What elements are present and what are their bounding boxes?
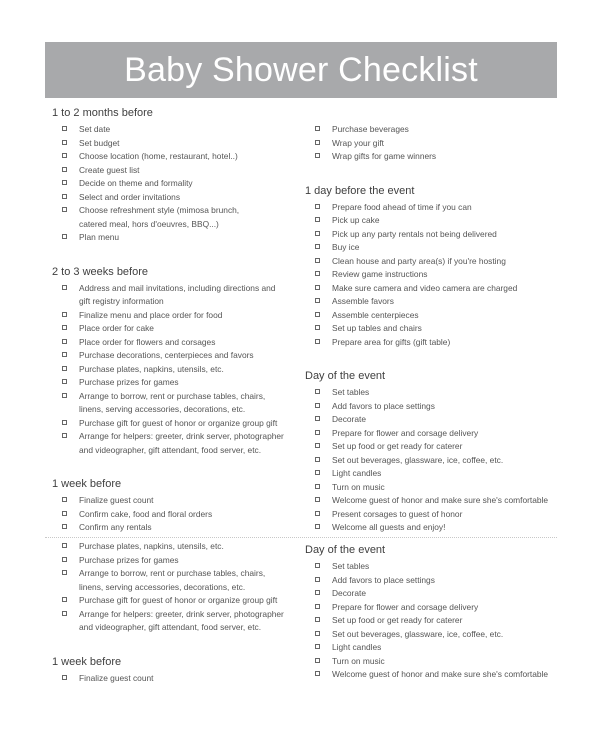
checklist-item-label: Prepare area for gifts (gift table) — [332, 336, 451, 347]
checklist-item-label: Finalize guest count — [79, 495, 154, 505]
checklist-item-label: Arrange to borrow, rent or purchase tables, chairs, — [79, 390, 266, 401]
checkbox-icon[interactable] — [315, 430, 320, 435]
checklist-item-label: Welcome guest of honor and make sure she's comfortable — [332, 669, 549, 679]
checklist-item — [305, 309, 560, 323]
checklist-item-label: Set date — [79, 124, 111, 134]
checkbox-icon[interactable] — [315, 524, 320, 529]
checklist-item-label: Arrange to borrow, rent or purchase tables, chairs, — [79, 568, 266, 578]
checkbox-icon[interactable] — [315, 244, 320, 249]
checklist-item — [52, 376, 292, 390]
checklist — [52, 123, 292, 245]
checklist-item — [52, 403, 292, 417]
section-heading: 1 week before — [52, 478, 122, 490]
checklist-item — [305, 322, 560, 336]
title-banner — [45, 42, 557, 98]
checklist-item-label: Present corsages to guest of honor — [332, 508, 463, 519]
left-column-bottom — [52, 540, 292, 685]
checklist-item-label: Set budget — [79, 137, 120, 148]
checklist-item-label: gift registry information — [79, 296, 164, 306]
checkbox-icon[interactable] — [315, 204, 320, 209]
checklist-item-label: linens, serving accessories, decorations, etc. — [79, 581, 246, 592]
checklist-item-label: Place order for cake — [79, 323, 154, 333]
section-heading: 2 to 3 weeks before — [52, 265, 149, 278]
checklist-item-label: Choose refreshment style (mimosa brunch, — [79, 205, 240, 215]
checkbox-icon[interactable] — [62, 393, 67, 398]
checkbox-icon[interactable] — [62, 167, 67, 172]
checklist-item-label: Purchase prizes for games — [79, 554, 179, 565]
checkbox-icon[interactable] — [62, 497, 67, 502]
checkbox-icon[interactable] — [315, 285, 320, 290]
checkbox-icon[interactable] — [315, 511, 320, 516]
checkbox-icon[interactable] — [62, 194, 67, 199]
checkbox-icon[interactable] — [62, 234, 67, 239]
checklist-item-label: Turn on music — [332, 481, 385, 492]
checklist-item-label: Finalize menu and place order for food — [79, 309, 223, 320]
checklist-item — [305, 560, 560, 574]
checklist-item — [52, 191, 292, 205]
checklist — [52, 672, 292, 686]
checklist — [305, 201, 560, 350]
checklist-item — [52, 123, 292, 137]
checklist-item — [305, 386, 560, 400]
checklist-item-label: Assemble favors — [332, 296, 394, 306]
checklist-item — [52, 540, 292, 554]
checkbox-icon[interactable] — [315, 590, 320, 595]
checkbox-icon[interactable] — [315, 577, 320, 582]
checkbox-icon[interactable] — [62, 433, 67, 438]
checkbox-icon[interactable] — [62, 379, 67, 384]
checkbox-icon[interactable] — [62, 312, 67, 317]
checklist-item — [52, 521, 292, 535]
checklist-item — [305, 454, 560, 468]
checklist-item — [305, 228, 560, 242]
right-column-bottom — [305, 543, 560, 682]
checklist-item — [52, 137, 292, 151]
left-column-top — [52, 106, 292, 535]
checklist-item-label: Welcome guest of honor and make sure she's comfortable — [332, 495, 549, 505]
checklist-item-label: linens, serving accessories, decorations, etc. — [79, 404, 246, 414]
checklist — [52, 540, 292, 635]
checklist-item-label: Purchase gift for guest of honor or organize group gift — [79, 417, 278, 428]
checklist-item — [305, 282, 560, 296]
checklist-item-label: Prepare food ahead of time if you can — [332, 201, 472, 212]
checkbox-icon[interactable] — [315, 140, 320, 145]
checkbox-icon[interactable] — [62, 420, 67, 425]
checkbox-icon[interactable] — [315, 617, 320, 622]
checklist-item — [305, 587, 560, 601]
checklist-item — [305, 268, 560, 282]
checklist-item — [52, 594, 292, 608]
checklist-item — [52, 322, 292, 336]
checklist-item-label: Review game instructions — [332, 269, 428, 279]
checkbox-icon[interactable] — [315, 484, 320, 489]
checklist-item-label: Prepare for flower and corsage delivery — [332, 601, 479, 612]
checkbox-icon[interactable] — [315, 339, 320, 344]
checklist-item-label: Address and mail invitations, including directions and — [79, 282, 276, 293]
checklist-item-label: Arrange for helpers: greeter, drink server, photographer — [79, 608, 284, 619]
checkbox-icon[interactable] — [62, 597, 67, 602]
checkbox-icon[interactable] — [62, 126, 67, 131]
checklist-item — [52, 417, 292, 431]
checklist — [52, 282, 292, 458]
section-heading: Day of the event — [305, 370, 386, 382]
checkbox-icon[interactable] — [62, 352, 67, 357]
checklist-item — [52, 349, 292, 363]
checklist-item-label: Select and order invitations — [79, 191, 181, 202]
checklist-item-label: Create guest list — [79, 164, 140, 175]
checkbox-icon[interactable] — [315, 457, 320, 462]
checkbox-icon[interactable] — [62, 285, 67, 290]
checklist-item — [305, 655, 560, 669]
checklist-item-label: Purchase prizes for games — [79, 377, 179, 387]
checklist-item-label: Make sure camera and video camera are charged — [332, 282, 518, 293]
checkbox-icon[interactable] — [315, 298, 320, 303]
checklist-item-label: Welcome all guests and enjoy! — [332, 522, 446, 532]
checklist-item-label: Light candles — [332, 642, 382, 652]
checklist-item — [52, 309, 292, 323]
checkbox-icon[interactable] — [315, 604, 320, 609]
checklist-item-label: Purchase plates, napkins, utensils, etc. — [79, 541, 224, 551]
checkbox-icon[interactable] — [315, 631, 320, 636]
checkbox-icon[interactable] — [62, 675, 67, 680]
checklist — [305, 123, 560, 164]
checklist-item — [305, 413, 560, 427]
checklist-item-label: Set up food or get ready for caterer — [332, 441, 463, 451]
checklist-item-label: Assemble centerpieces — [332, 309, 419, 320]
checklist-item — [52, 621, 292, 635]
checklist-item — [52, 567, 292, 581]
checklist-item — [305, 336, 560, 350]
checklist-item — [52, 204, 292, 218]
checklist-item — [52, 430, 292, 444]
checklist-item — [52, 444, 292, 458]
checklist-item — [52, 177, 292, 191]
checkbox-icon[interactable] — [62, 180, 67, 185]
checklist-item — [52, 336, 292, 350]
page-title: Baby Shower Checklist — [124, 50, 478, 89]
checkbox-icon[interactable] — [62, 570, 67, 575]
checkbox-icon[interactable] — [62, 339, 67, 344]
checklist-item-label: Choose location (home, restaurant, hotel..) — [79, 151, 238, 161]
checkbox-icon[interactable] — [315, 271, 320, 276]
checklist-item — [305, 481, 560, 495]
checklist-item — [305, 467, 560, 481]
checklist-item-label: Confirm any rentals — [79, 522, 152, 532]
checklist-item — [52, 150, 292, 164]
checkbox-icon[interactable] — [62, 511, 67, 516]
checklist-item — [305, 628, 560, 642]
checkbox-icon[interactable] — [315, 217, 320, 222]
checkbox-icon[interactable] — [315, 325, 320, 330]
checkbox-icon[interactable] — [62, 524, 67, 529]
checklist-item-label: Decorate — [332, 414, 366, 424]
checklist-item-label: Decide on theme and formality — [79, 178, 193, 188]
checklist-item-label: catered meal, hors d'oeuvres, BBQ...) — [79, 218, 219, 229]
checklist-item-label: Turn on music — [332, 655, 385, 666]
checklist-item — [305, 601, 560, 615]
checklist-item-label: Wrap gifts for game winners — [332, 151, 437, 161]
checklist-item — [305, 440, 560, 454]
checkbox-icon[interactable] — [315, 658, 320, 663]
checklist-item-label: Set tables — [332, 561, 370, 571]
section-heading: 1 week before — [52, 655, 122, 668]
checklist-item-label: Finalize guest count — [79, 672, 154, 683]
checklist-item-label: Purchase beverages — [332, 124, 409, 134]
checklist-item-label: Purchase plates, napkins, utensils, etc. — [79, 363, 224, 374]
checklist-item — [305, 508, 560, 522]
checklist-item-label: Light candles — [332, 468, 382, 478]
checkbox-icon[interactable] — [315, 312, 320, 317]
checklist-item-label: and videographer, gift attendant, food server, etc. — [79, 444, 262, 455]
checkbox-icon[interactable] — [315, 644, 320, 649]
checkbox-icon[interactable] — [315, 416, 320, 421]
checklist-item — [305, 255, 560, 269]
checklist-item — [52, 231, 292, 245]
checklist-item-label: Confirm cake, food and floral orders — [79, 508, 213, 519]
page-divider — [45, 537, 557, 538]
checklist-item-label: Set up food or get ready for caterer — [332, 615, 463, 625]
checkbox-icon[interactable] — [315, 389, 320, 394]
checklist-item-label: Wrap your gift — [332, 137, 384, 148]
checklist-item — [52, 363, 292, 377]
checklist-item — [305, 241, 560, 255]
checklist — [305, 560, 560, 682]
checklist-item-label: Place order for flowers and corsages — [79, 336, 216, 347]
checkbox-icon[interactable] — [62, 366, 67, 371]
checklist-item — [52, 282, 292, 296]
checklist-item — [305, 641, 560, 655]
checklist-item-label: Pick up cake — [332, 215, 380, 225]
checklist-item-label: Add favors to place settings — [332, 574, 435, 585]
checkbox-icon[interactable] — [62, 153, 67, 158]
checklist-item — [305, 295, 560, 309]
checkbox-icon[interactable] — [315, 470, 320, 475]
checklist — [52, 494, 292, 535]
checklist-item — [52, 581, 292, 595]
checklist-item — [305, 521, 560, 535]
checklist-item — [52, 672, 292, 686]
checklist-item-label: Clean house and party area(s) if you're hosting — [332, 255, 506, 266]
checklist-item — [52, 554, 292, 568]
checklist-item — [52, 608, 292, 622]
section-heading: 1 to 2 months before — [52, 107, 153, 119]
right-column-top — [305, 123, 560, 535]
checkbox-icon[interactable] — [62, 140, 67, 145]
checklist-item-label: Set tables — [332, 387, 370, 397]
checkbox-icon[interactable] — [315, 403, 320, 408]
checklist-item — [305, 137, 560, 151]
section-heading: Day of the event — [305, 544, 386, 556]
checklist-item — [52, 164, 292, 178]
checkbox-icon[interactable] — [315, 231, 320, 236]
checklist-item — [305, 427, 560, 441]
checklist-item-label: Arrange for helpers: greeter, drink server, photographer — [79, 431, 284, 441]
checklist-item-label: and videographer, gift attendant, food server, etc. — [79, 622, 262, 632]
checkbox-icon[interactable] — [315, 153, 320, 158]
checklist-item — [305, 150, 560, 164]
checkbox-icon[interactable] — [315, 563, 320, 568]
section-heading: 1 day before the event — [305, 184, 415, 197]
checklist-item-label: Set out beverages, glassware, ice, coffee, etc. — [332, 454, 504, 465]
checklist-item — [52, 218, 292, 232]
checklist-item — [305, 400, 560, 414]
checklist-item — [52, 390, 292, 404]
checkbox-icon[interactable] — [62, 207, 67, 212]
checklist-item — [305, 494, 560, 508]
checkbox-icon[interactable] — [62, 557, 67, 562]
checklist-item-label: Add favors to place settings — [332, 400, 435, 411]
checklist-item-label: Decorate — [332, 588, 366, 598]
checklist-item-label: Purchase decorations, centerpieces and favors — [79, 350, 254, 360]
checklist-item — [305, 614, 560, 628]
checklist-item-label: Purchase gift for guest of honor or organize group gift — [79, 595, 278, 605]
checklist-item-label: Pick up any party rentals not being delivered — [332, 228, 497, 239]
checklist-item-label: Plan menu — [79, 232, 120, 242]
checkbox-icon[interactable] — [62, 611, 67, 616]
checklist-item — [305, 214, 560, 228]
checkbox-icon[interactable] — [315, 497, 320, 502]
checklist-item — [52, 508, 292, 522]
checklist-item — [52, 295, 292, 309]
checkbox-icon[interactable] — [315, 126, 320, 131]
checkbox-icon[interactable] — [62, 325, 67, 330]
checklist — [305, 386, 560, 535]
checklist-item — [305, 201, 560, 215]
checkbox-icon[interactable] — [315, 443, 320, 448]
checklist-item — [305, 574, 560, 588]
checklist-item-label: Prepare for flower and corsage delivery — [332, 427, 479, 438]
checkbox-icon[interactable] — [315, 671, 320, 676]
checklist-item-label: Buy ice — [332, 242, 360, 252]
checklist-item-label: Set up tables and chairs — [332, 323, 422, 333]
checkbox-icon[interactable] — [62, 543, 67, 548]
checklist-item-label: Set out beverages, glassware, ice, coffee, etc. — [332, 628, 504, 639]
checklist-item — [305, 668, 560, 682]
checkbox-icon[interactable] — [315, 258, 320, 263]
checklist-item — [305, 123, 560, 137]
checklist-item — [52, 494, 292, 508]
